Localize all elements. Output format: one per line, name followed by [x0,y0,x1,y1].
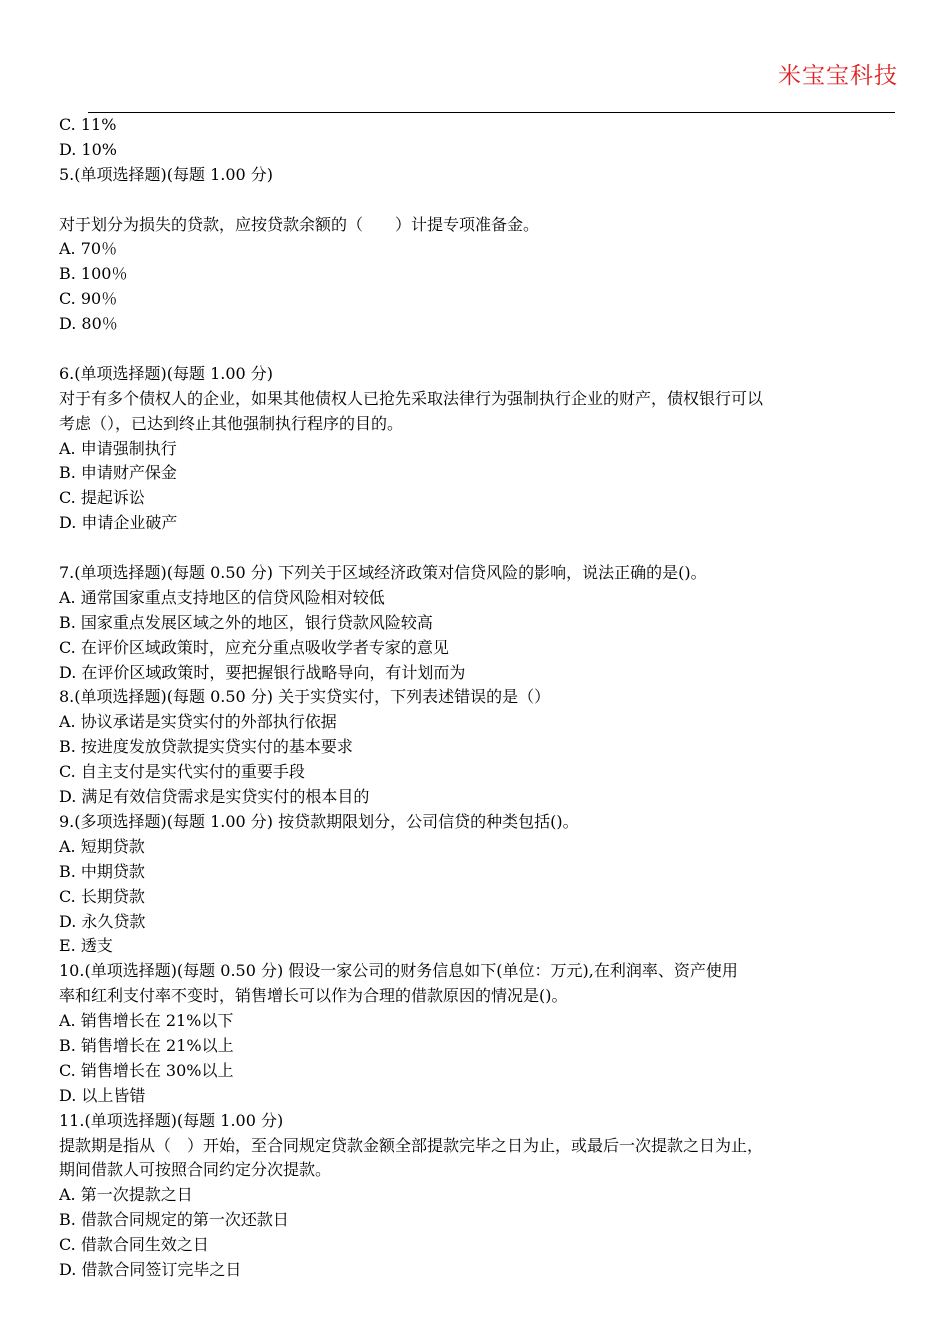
blank-line [59,536,899,561]
text-line: 对于有多个债权人的企业，如果其他债权人已抢先采取法律行为强制执行企业的财产，债权银行可以 [59,388,764,408]
text-line: A. 协议承诺是实贷实付的外部执行依据 [59,712,337,732]
text-line: 10.(单项选择题)(每题 0.50 分) 假设一家公司的财务信息如下(单位：万元),在利润率、资产使用 [59,961,738,981]
text-line: D. 满足有效信贷需求是实贷实付的根本目的 [59,787,370,807]
text-line: B. 申请财产保金 [59,463,177,483]
text-line: A. 第一次提款之日 [59,1185,193,1205]
text-line: 9.(多项选择题)(每题 1.00 分) 按贷款期限划分，公司信贷的种类包括()。 [59,811,579,831]
text-line: C. 提起诉讼 [59,488,145,508]
text-line: A. 销售增长在 21%以下 [59,1011,234,1031]
text-line: D. 以上皆错 [59,1085,146,1105]
text-line: 7.(单项选择题)(每题 0.50 分) 下列关于区域经济政策对信贷风险的影响，说法正确的是()。 [59,563,707,583]
text-line: 5.(单项选择题)(每题 1.00 分) [59,164,274,184]
text-line: 考虑（），已达到终止其他强制执行程序的目的。 [59,413,404,433]
text-line: A. 70％ [59,239,118,259]
blank-line [59,337,899,362]
blank-line [59,188,899,213]
text-line: C. 自主支付是实代实付的重要手段 [59,762,305,782]
text-line: D. 借款合同签订完毕之日 [59,1259,242,1279]
text-line: B. 借款合同规定的第一次还款日 [59,1210,289,1230]
text-line: 11.(单项选择题)(每题 1.00 分) [59,1110,284,1130]
text-line: D. 80％ [59,314,118,334]
text-line: 6.(单项选择题)(每题 1.00 分) [59,363,274,383]
text-line: B. 按进度发放贷款提实贷实付的基本要求 [59,737,353,757]
text-line: 率和红利支付率不变时，销售增长可以作为合理的借款原因的情况是()。 [59,986,568,1006]
text-line: C. 90％ [59,289,118,309]
brand-logo-text: 米宝宝科技 [778,63,898,89]
text-line: B. 销售增长在 21%以上 [59,1035,234,1055]
text-line: 对于划分为损失的贷款，应按贷款余额的（ ）计提专项准备金。 [59,214,540,234]
text-line: E. 透支 [59,936,113,956]
text-line: B. 中期贷款 [59,861,145,881]
text-line: B. 国家重点发展区域之外的地区，银行贷款风险较高 [59,612,433,632]
text-line: C. 在评价区域政策时，应充分重点吸收学者专家的意见 [59,637,449,657]
text-line: C. 销售增长在 30%以上 [59,1060,234,1080]
text-line: D. 申请企业破产 [59,513,178,533]
text-line: C. 11% [59,115,117,134]
text-line: A. 申请强制执行 [59,438,177,458]
text-line: D. 10% [59,139,117,159]
document-body [59,113,899,1283]
text-line: D. 永久贷款 [59,911,146,931]
text-line: 提款期是指从（ ）开始，至合同规定贷款金额全部提款完毕之日为止，或最后一次提款之日为止， [59,1135,764,1155]
text-line: C. 借款合同生效之日 [59,1235,209,1255]
text-line: 8.(单项选择题)(每题 0.50 分) 关于实贷实付，下列表述错误的是（） [59,687,551,707]
text-line: A. 短期贷款 [59,836,145,856]
text-line: B. 100％ [59,264,128,284]
text-line: C. 长期贷款 [59,886,145,906]
text-line: 期间借款人可按照合同约定分次提款。 [59,1160,332,1180]
text-line: D. 在评价区域政策时，要把握银行战略导向，有计划而为 [59,662,466,682]
text-line: A. 通常国家重点支持地区的信贷风险相对较低 [59,587,385,607]
